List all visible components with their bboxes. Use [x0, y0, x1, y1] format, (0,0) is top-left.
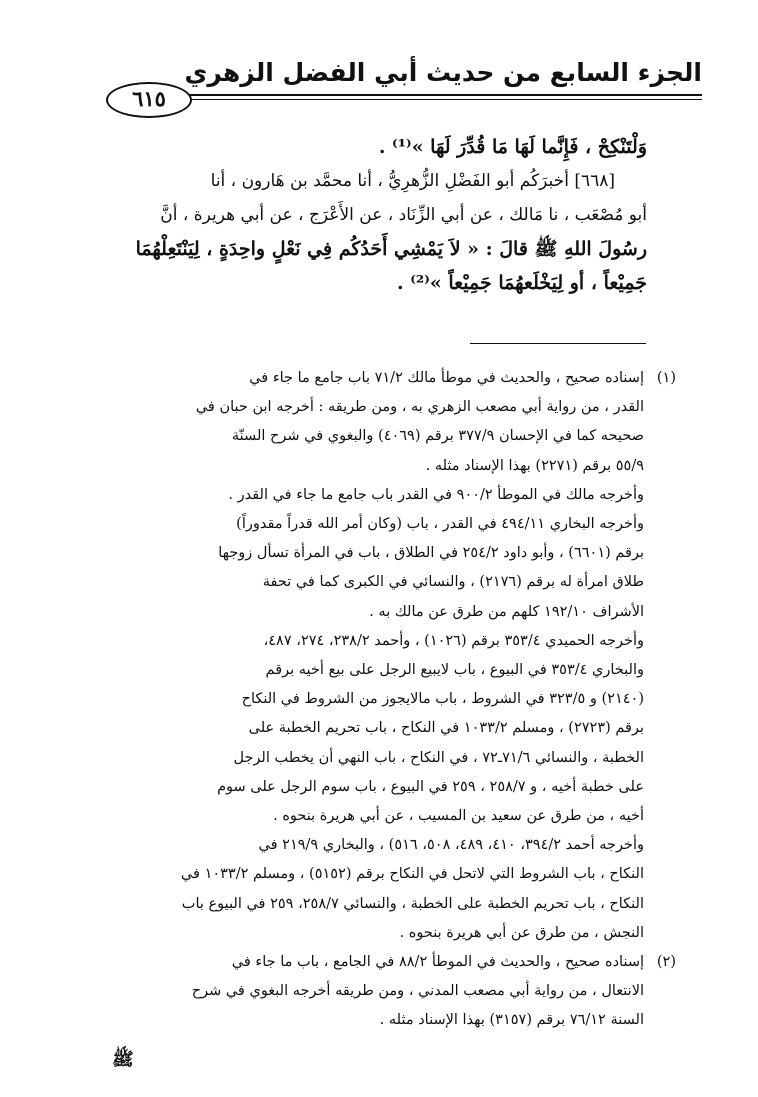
footnote-line: طلاق امرأة له برقم (٢١٧٦) ، والنسائي في الكبرى كما في تحفة: [262, 574, 644, 591]
footnote-1-line: [112, 364, 676, 393]
corner-mark: ﷺ: [112, 1049, 134, 1070]
footnote-line: النكاح ، باب الشروط التي لاتحل في النكاح برقم (٥١٥٢) ، ومسلم ١٠٣٣/٢ في: [180, 866, 644, 883]
footnote-text: إسناده صحيح ، والحديث في الموطأ ٨٨/٢ في الجامع ، باب ما جاء في: [231, 954, 644, 971]
footnote-line: وأخرجه أحمد ٣٩٤/٢، ٤١٠، ٤٨٩، ٥٠٨، ٥١٦) ، والبخاري ٢١٩/٩ في: [258, 837, 644, 854]
main-line-1: وَلْتَنْكِحْ ، فَإِنَّما لَهَا مَا قُدِّرَ لَهَا »⁽¹⁾ .: [378, 136, 647, 158]
main-line-2: [٦٦٨] أخبرَكُم أبو الفَضْلِ الزُّهرِيُّ ، أنا محمَّد بن هَارون ، أنا: [210, 171, 615, 191]
main-line-3: أبو مُصْعَب ، نا مَالك ، عن أبي الزِّنَاد ، عن الأَعْرَج ، عن أبي هريرة ، أنَّ: [160, 205, 647, 225]
footnote-number: (٢): [656, 954, 676, 971]
footnote-line: والبخاري ٣٥٣/٤ في البيوع ، باب لايبيع الرجل على بيع أخيه برقم: [265, 662, 644, 679]
footnote-line: برقم (٦٦٠١) ، وأبو داود ٢٥٤/٢ في الطلاق ، باب في المرأة تسأل زوجها: [218, 545, 644, 562]
footnote-line: صحيحه كما في الإحسان ٣٧٧/٩ برقم (٤٠٦٩) والبغوي في شرح السنّة: [231, 428, 644, 445]
footnote-line: (٢١٤٠) و ٣٢٣/٥ في الشروط ، باب مالايجوز من الشروط في النكاح: [241, 691, 644, 708]
footnote-text: إسناده صحيح ، والحديث في موطأ مالك ٧١/٢ باب جامع ما جاء في: [249, 370, 644, 386]
footnote-line: الأشراف ١٩٢/١٠ كلهم من طرق عن مالك به .: [369, 603, 644, 620]
footnote-divider: [470, 343, 646, 344]
page-number: ٦١٥: [132, 86, 166, 111]
footnote-line: وأخرجه البخاري ٤٩٤/١١ في القدر ، باب (وكان أمر الله قدراً مقدوراً): [236, 516, 644, 533]
footnote-line: السنة ٧٦/١٢ برقم (٣١٥٧) بهذا الإسناد مثله .: [379, 1012, 644, 1029]
footnote-number: (١): [656, 370, 676, 386]
header-title: الجزء السابع من حديث أبي الفضل الزهري: [184, 58, 702, 87]
footnote-line: برقم (٢٧٢٣) ، ومسلم ١٠٣٣/٢ في النكاح ، باب تحريم الخطبة على: [248, 720, 644, 737]
footnote-line: وأخرجه مالك في الموطأ ٩٠٠/٢ في القدر باب جامع ما جاء في القدر .: [228, 486, 644, 503]
footnote-line: الخطبة ، والنسائي ٧١/٦ـ٧٢ ، في النكاح ، باب النهي أن يخطب الرجل: [233, 749, 644, 766]
main-text: [112, 130, 647, 300]
header-rule: [158, 94, 702, 96]
footnote-line: على خطبة أخيه ، و ٢٥٨/٧ ، ٢٥٩ في البيوع ، باب سوم الرجل على سوم: [217, 778, 644, 795]
footnote-line: ٥٥/٩ برقم (٢٢٧١) بهذا الإسناد مثله .: [425, 457, 644, 474]
footnote-line: أخيه ، من طرق عن سعيد بن المسيب ، عن أبي هريرة بنحوه .: [273, 808, 644, 825]
main-line-4: رسُولَ اللهِ ﷺ قالَ : « لاَ يَمْشِي أَحَدُكُم فِي نَعْلٍ واحِدَةٍ ، لِيَنْتَعِلْهُمَا: [135, 238, 647, 260]
footnote-line: الانتعال ، من رواية أبي مصعب المدني ، ومن طريقه أخرجه البغوي في شرح: [191, 983, 644, 1000]
main-line-5: جَمِيْعاً ، أو لِيَخْلَعهُمَا جَمِيْعاً »⁽²⁾ .: [396, 272, 647, 294]
footnote-line: وأخرجه الحميدي ٣٥٣/٤ برقم (١٠٢٦) ، وأحمد ٢٣٨/٢، ٢٧٤، ٤٨٧،: [263, 632, 644, 649]
footnote-2-line: [112, 948, 676, 977]
footnote-line: النجش ، من طرق عن أبي هريرة بنحوه .: [399, 924, 644, 941]
running-header: [92, 56, 702, 116]
footnotes: [112, 364, 676, 1036]
footnote-line: النكاح ، باب تحريم الخطبة على الخطبة ، والنسائي ٢٥٨/٧، ٢٥٩ في البيوع باب: [181, 895, 644, 912]
footnote-line: القدر ، من رواية أبي مصعب الزهري به ، ومن طريقه : أخرجه ابن حبان في: [195, 399, 644, 416]
header-rule-thin: [158, 99, 702, 100]
